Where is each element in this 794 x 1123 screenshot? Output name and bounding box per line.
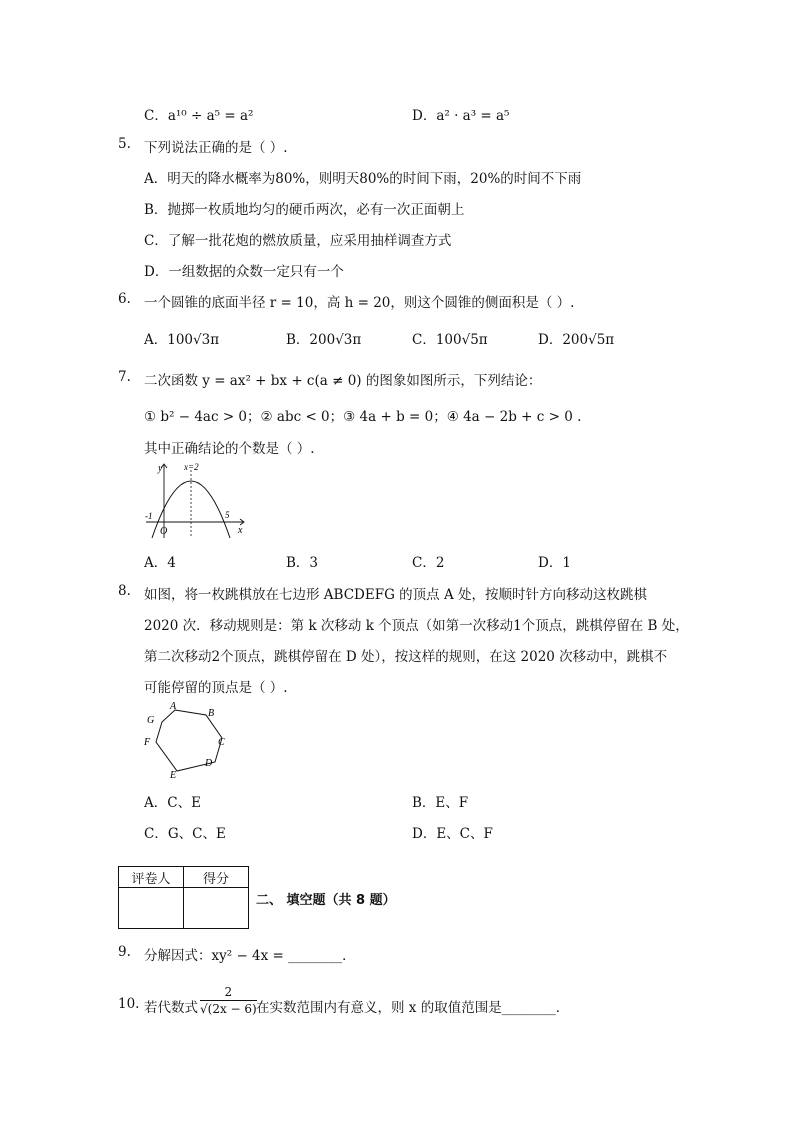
q6-stem: 一个圆锥的底面半径 r = 10，高 h = 20，则这个圆锥的侧面积是（ ）. xyxy=(144,295,575,311)
q7-conditions: ① b² − 4ac > 0；② abc < 0；③ 4a + b = 0；④ 4a − 2b + c > 0 . xyxy=(144,409,582,425)
vertex-c-label: C xyxy=(218,737,225,748)
q5-option-c: C．了解一批花炮的燃放质量，应采用抽样调查方式 xyxy=(144,233,452,249)
q7-option-d: D．1 xyxy=(538,555,571,571)
q5-option-b: B．抛掷一枚质地均匀的硬币两次，必有一次正面朝上 xyxy=(144,202,465,218)
q9-text: 分解因式：xy² − 4x = ________． xyxy=(144,948,356,964)
symmetry-axis-label: x=2 xyxy=(184,462,199,472)
y-axis-label: y xyxy=(158,463,163,474)
vertex-e-label: E xyxy=(170,770,177,781)
q10-post: 在实数范围内有意义，则 x 的取值范围是________． xyxy=(256,1000,570,1016)
score-table xyxy=(118,866,249,929)
root-right-label: 5 xyxy=(225,510,230,520)
q8-option-d: D．E、C、F xyxy=(412,826,493,842)
q5-number: 5. xyxy=(118,136,131,152)
q8-option-b: B．E、F xyxy=(412,795,469,811)
score-cell[interactable] xyxy=(184,888,249,929)
vertex-b-label: B xyxy=(208,708,215,719)
q6-option-b: B．200√3π xyxy=(286,332,362,348)
vertex-a-label: A xyxy=(170,701,177,712)
q4-option-c: C．a¹⁰ ÷ a⁵ = a² xyxy=(144,108,254,124)
q5-option-d: D．一组数据的众数一定只有一个 xyxy=(144,264,344,280)
q10-number: 10. xyxy=(118,996,140,1012)
q5-option-a: A．明天的降水概率为80%，则明天80%的时间下雨，20%的时间不下雨 xyxy=(144,171,582,187)
q7-option-b: B．3 xyxy=(286,555,319,571)
q6-option-a: A．100√3π xyxy=(144,332,220,348)
q6-option-d: D．200√5π xyxy=(538,332,615,348)
fraction-numerator: 2 xyxy=(200,984,257,1001)
q8-line-1: 如图，将一枚跳棋放在七边形 ABCDEFG 的顶点 A 处，按顺时针方向移动这枚跳棋 xyxy=(144,587,647,603)
origin-label: O xyxy=(160,526,168,537)
grader-cell[interactable] xyxy=(119,888,184,929)
q8-line-2: 2020 次．移动规则是：第 k 次移动 k 个顶点（如第一次移动1个顶点，跳棋停留在 B 处， xyxy=(144,618,689,634)
q7-number: 7. xyxy=(118,369,131,385)
q8-option-a: A．C、E xyxy=(144,795,201,811)
q4-option-d: D．a² · a³ = a⁵ xyxy=(412,108,510,124)
vertex-g-label: G xyxy=(147,715,155,726)
grader-header: 评卷人 xyxy=(119,867,184,888)
x-axis-label: x xyxy=(238,525,243,536)
q10-fraction xyxy=(200,984,257,1017)
q10-pre: 若代数式 xyxy=(144,1000,198,1016)
section-title: 二、 填空题（共 8 题） xyxy=(256,893,396,908)
vertex-f-label: F xyxy=(144,737,151,748)
q7-option-a: A．4 xyxy=(144,555,176,571)
vertex-d-label: D xyxy=(205,758,213,769)
fraction-denominator: √(2x − 6) xyxy=(200,1002,257,1016)
q8-line-4: 可能停留的顶点是（ ）. xyxy=(144,680,288,696)
score-header: 得分 xyxy=(184,867,249,888)
root-left-label: -1 xyxy=(145,511,153,521)
q8-line-3: 第二次移动2个顶点，跳棋停留在 D 处），按这样的规则，在这 2020 次移动中，跳棋不 xyxy=(144,649,668,665)
parabola-graph xyxy=(140,460,250,540)
q8-option-c: C．G、C、E xyxy=(144,826,226,842)
q7-ask: 其中正确结论的个数是（ ）. xyxy=(144,441,315,457)
q6-number: 6. xyxy=(118,291,131,307)
q9-number: 9. xyxy=(118,944,131,960)
q6-option-c: C．100√5π xyxy=(412,332,488,348)
heptagon-figure xyxy=(140,700,240,782)
q7-stem: 二次函数 y = ax² + bx + c(a ≠ 0) 的图象如图所示，下列结论： xyxy=(144,373,542,389)
q5-stem: 下列说法正确的是（ ）. xyxy=(144,140,288,156)
q8-number: 8. xyxy=(118,583,131,599)
q7-option-c: C．2 xyxy=(412,555,445,571)
